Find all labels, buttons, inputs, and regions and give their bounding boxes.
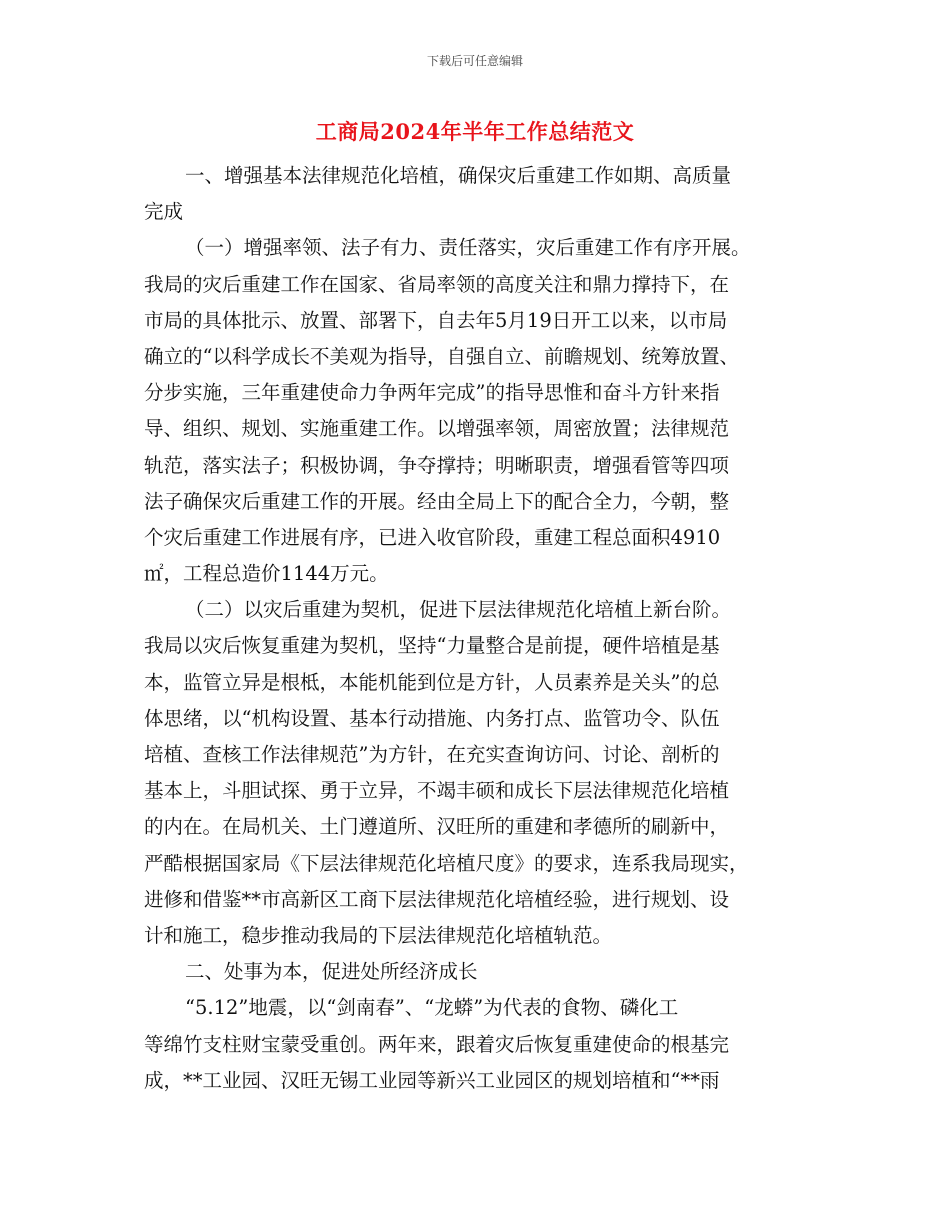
page-header-note: 下载后可任意编辑 xyxy=(426,54,523,68)
text-line: 等绵竹支柱财宝蒙受重创。两年来，跟着灾后恢复重建使命的根基完 xyxy=(144,1032,730,1056)
text-line: 我局的灾后重建工作在国家、省局率领的高度关注和鼎力撑持下，在 xyxy=(144,272,730,296)
text-line: （二）以灾后重建为契机，促进下层法律规范化培植上新台阶。 xyxy=(185,598,732,622)
text-line: 完成 xyxy=(144,200,184,224)
text-line: “5.12”地震，以“剑南春”、“龙蟒”为代表的食物、磷化工 xyxy=(185,996,679,1020)
text-line: 进修和借鉴**市高新区工商下层法律规范化培植经验，进行规划、设 xyxy=(144,887,730,911)
text-line: 培植、查核工作法律规范”为方针，在充实查询访问、讨论、剖析的 xyxy=(144,743,720,766)
text-line: 法子确保灾后重建工作的开展。经由全局上下的配合全力，今朝，整 xyxy=(144,489,730,513)
text-line: 一、增强基本法律规范化培植，确保灾后重建工作如期、高质量 xyxy=(185,164,732,187)
text-line: 计和施工，稳步推动我局的下层法律规范化培植轨范。 xyxy=(144,923,613,947)
text-line: ㎡，工程总造价1144万元。 xyxy=(144,562,389,586)
text-line: 基本上，斗胆试探、勇于立异，不竭丰硕和成长下层法律规范化培植 xyxy=(144,779,730,803)
text-line: 体思绪，以“机构设置、基本行动措施、内务打点、监管功令、队伍 xyxy=(144,706,720,730)
text-line: 导、组织、规划、实施重建工作。以增强率领，周密放置；法律规范 xyxy=(144,417,730,441)
text-line: 分步实施，三年重建使命力争两年完成”的指导思惟和奋斗方针来指 xyxy=(144,381,720,405)
text-line: 二、处事为本，促进处所经济成长 xyxy=(185,960,478,984)
text-line: 个灾后重建工作进展有序，已进入收官阶段，重建工程总面积4910 xyxy=(144,525,721,549)
document-body xyxy=(144,158,812,1099)
text-line: 确立的“以科学成长不美观为指导，自强自立、前瞻规划、统筹放置、 xyxy=(144,344,739,368)
document-title: 工商局2024年半年工作总结范文 xyxy=(315,119,635,144)
text-line: 严酷根据国家局《下层法律规范化培植尺度》的要求，连系我局现实， xyxy=(144,851,749,875)
text-line: 成，**工业园、汉旺无锡工业园等新兴工业园区的规划培植和“**雨 xyxy=(144,1068,720,1092)
text-line: 的内在。在局机关、土门遵道所、汉旺所的重建和孝德所的刷新中， xyxy=(144,815,730,839)
text-line: 轨范，落实法子；积极协调，争夺撑持；明晰职责，增强看管等四项 xyxy=(144,453,730,477)
text-line: （一）增强率领、法子有力、责任落实，灾后重建工作有序开展。 xyxy=(185,236,751,260)
text-line: 本，监管立异是根柢，本能机能到位是方针，人员素养是关头”的总 xyxy=(144,670,720,694)
text-line: 市局的具体批示、放置、部署下，自去年5月19日开工以来，以市局 xyxy=(144,308,728,332)
text-line: 我局以灾后恢复重建为契机，坚持“力量整合是前提，硬件培植是基 xyxy=(144,634,720,658)
